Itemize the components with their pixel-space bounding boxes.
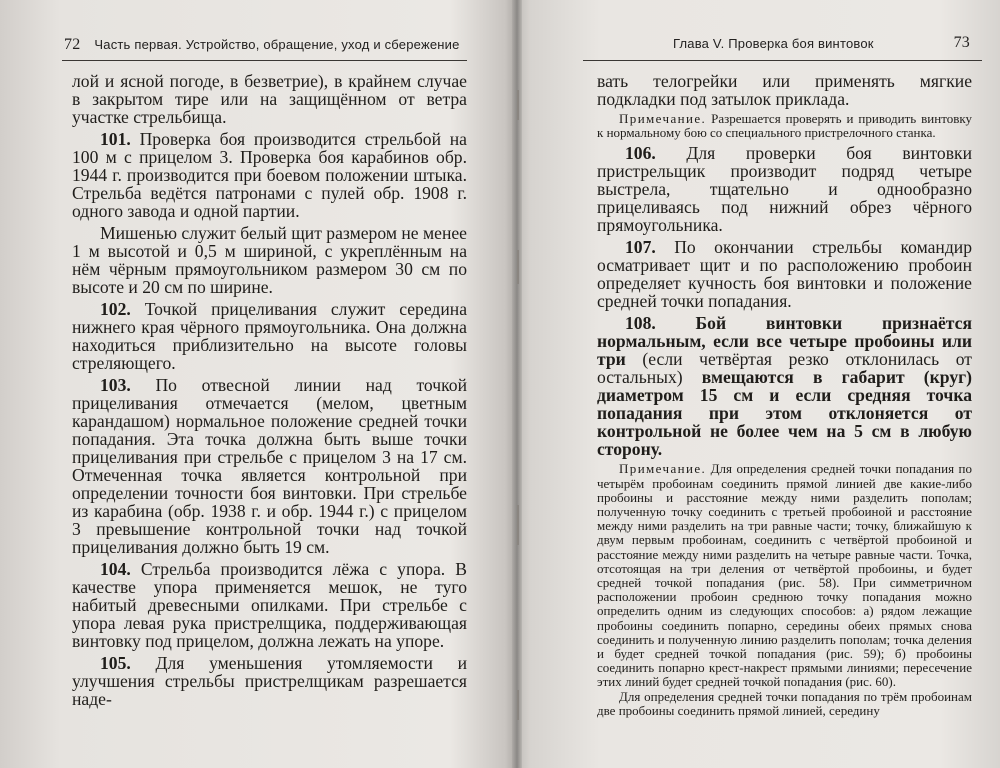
note-three-holes: Для определения средней точки попадания по трём пробоинам две пробоины соединить прямой линией, середину — [597, 688, 972, 718]
paragraph-108 — [597, 314, 972, 458]
right-header-rule — [583, 60, 982, 61]
paragraph-106 — [597, 144, 972, 234]
left-running-head — [64, 36, 485, 58]
paragraph-text: Для проверки боя винтовки пристрельщик производит подряд четыре выстрела, тщательно и однообразно прицеливаясь под нижний обрез чёрного прямоугольника. — [597, 143, 972, 236]
left-running-head-text: Часть первая. Устройство, обращение, уход и сбережение — [94, 37, 460, 52]
section-number: 103. — [100, 375, 131, 395]
binding-stitch — [517, 690, 519, 720]
paragraph-target: Мишенью служит белый щит размером не менее 1 м высотой и 0,5 м шириной, с укреплённым на нём чёрным прямоугольником размером 30 см по высоте и 20 см по ширине. — [72, 223, 467, 297]
right-running-head-text: Глава V. Проверка боя винтовок — [673, 36, 874, 51]
paragraph-text: Для уменьшения утомляемости и улучшения стрельбы пристрелщикам разрешается наде- — [72, 653, 467, 709]
left-page-body — [72, 72, 467, 708]
paragraph-text: Проверка боя производится стрельбой на 100 м с прицелом 3. Проверка боя карабинов обр. 1944 г. производится при боевом положении штыка. Стрельба ведётся патронами с пулей обр. 1908 г. одного завода и одной партии. — [72, 129, 467, 221]
paragraph-104 — [72, 560, 467, 650]
paragraph-text: (если четвёртая резко отклонилась от остальных) — [597, 349, 972, 388]
paragraph-continuation: лой и ясной погоде, в безветрие), в крайнем случае в закрытом тире или на защищённом от ветра участке стрельбища. — [72, 71, 467, 127]
right-running-head — [673, 36, 984, 58]
binding-stitch — [517, 250, 519, 284]
paragraph-105 — [72, 654, 467, 708]
section-number: 102. — [100, 299, 131, 319]
paragraph-text: По отвесной линии над точкой прицеливания отмечается (мелом, цветным карандашом) нормальное положение средней точки попадания. Эта точка должна быть выше точки прицеливания при стрельбе с прицелом 3 на 17 см. Отмеченная точка является контрольной при определении точности боя винтовки. При стрельбе из карабина (обр. 1938 г. и обр. 1944 г.) с прицелом 3 превышение контрольной точки над точкой прицеливания должно быть 19 см. — [72, 375, 467, 557]
note-label: Примечание. — [619, 461, 707, 477]
note-text: Для определения средней точки попадания по четырём пробоинам соединить прямой линией две какие-либо пробоины и расстояние между ними разделить пополам; полученную точку соединить с третьей пробоиной и расстояние между ними разделить на три равные части; точку, ближайшую к двум первым пробоинам, соединить с четвёртой пробоиной и расстояние между ними разделить на четыре равные части. Точка, отсотоящая на три деления от четвёртой пробоины, и будет средней точкой попадания (рис. 58). При симметричном расположении пробоин среднюю точку попадания можно определить одним из следующих способов: а) рядом лежащие пробоины соединить попарно, середины обеих прямых снова соединить и полученную линию разделить пополам; точка деления и будет средней точкой попадания (рис. 59); б) пробоины соединить попарно крест-накрест прямыми линиями; пересечение этих линий будет средней точкой попадания (рис. 60). — [597, 461, 972, 690]
paragraph-102 — [72, 300, 467, 372]
section-number: 106. — [625, 143, 656, 164]
binding-stitch — [517, 505, 519, 545]
paragraph-bold-text: вмещаются в габарит (круг) диаметром 15 см и если средняя точка попадания при этом отклоняется от контрольной не более чем на 5 см в любую сторону. — [597, 367, 972, 460]
note-mean-point — [597, 462, 972, 689]
right-page-number: 73 — [953, 34, 970, 51]
paragraph-101 — [72, 130, 467, 220]
note-label: Примечание. — [619, 111, 707, 126]
section-number: 107. — [625, 237, 656, 258]
left-page-number: 72 — [64, 36, 81, 53]
right-page-body — [597, 72, 972, 718]
binding-stitch — [517, 90, 519, 120]
paragraph-107 — [597, 238, 972, 310]
paragraph-text: По окончании стрельбы командир осматривает щит и по расположению пробоин определяет кучность боя винтовки и положение средней точки попадания. — [597, 237, 972, 312]
right-page — [525, 0, 1000, 768]
section-number: 101. — [100, 129, 131, 149]
section-number: 104. — [100, 559, 131, 579]
paragraph-text: Точкой прицеливания служит середина нижнего края чёрного прямоугольника. Она должна находиться приблизительно на высоте головы стреляющего. — [72, 299, 467, 373]
left-header-rule — [62, 60, 467, 61]
section-number: 105. — [100, 653, 131, 673]
paragraph-continuation: вать телогрейки или применять мягкие подкладки под затылок приклада. — [597, 71, 972, 109]
paragraph-text: Стрельба производится лёжа с упора. В качестве упора применяется мешок, не туго набитый древесными опилками. При стрельбе с упора левая рука пристрелщика, поддерживающая винтовку под прицелом, должна лежать на упоре. — [72, 559, 467, 651]
section-number: 108. — [625, 313, 656, 334]
paragraph-bold-text: Бой винтовки признаётся нормальным, если все четыре пробоины или три — [597, 313, 972, 370]
note-text: Разрешается проверять и приводить винтовку к нормальному бою со специального пристрелочного станка. — [597, 111, 972, 141]
paragraph-103 — [72, 376, 467, 556]
note-stand — [597, 112, 972, 140]
